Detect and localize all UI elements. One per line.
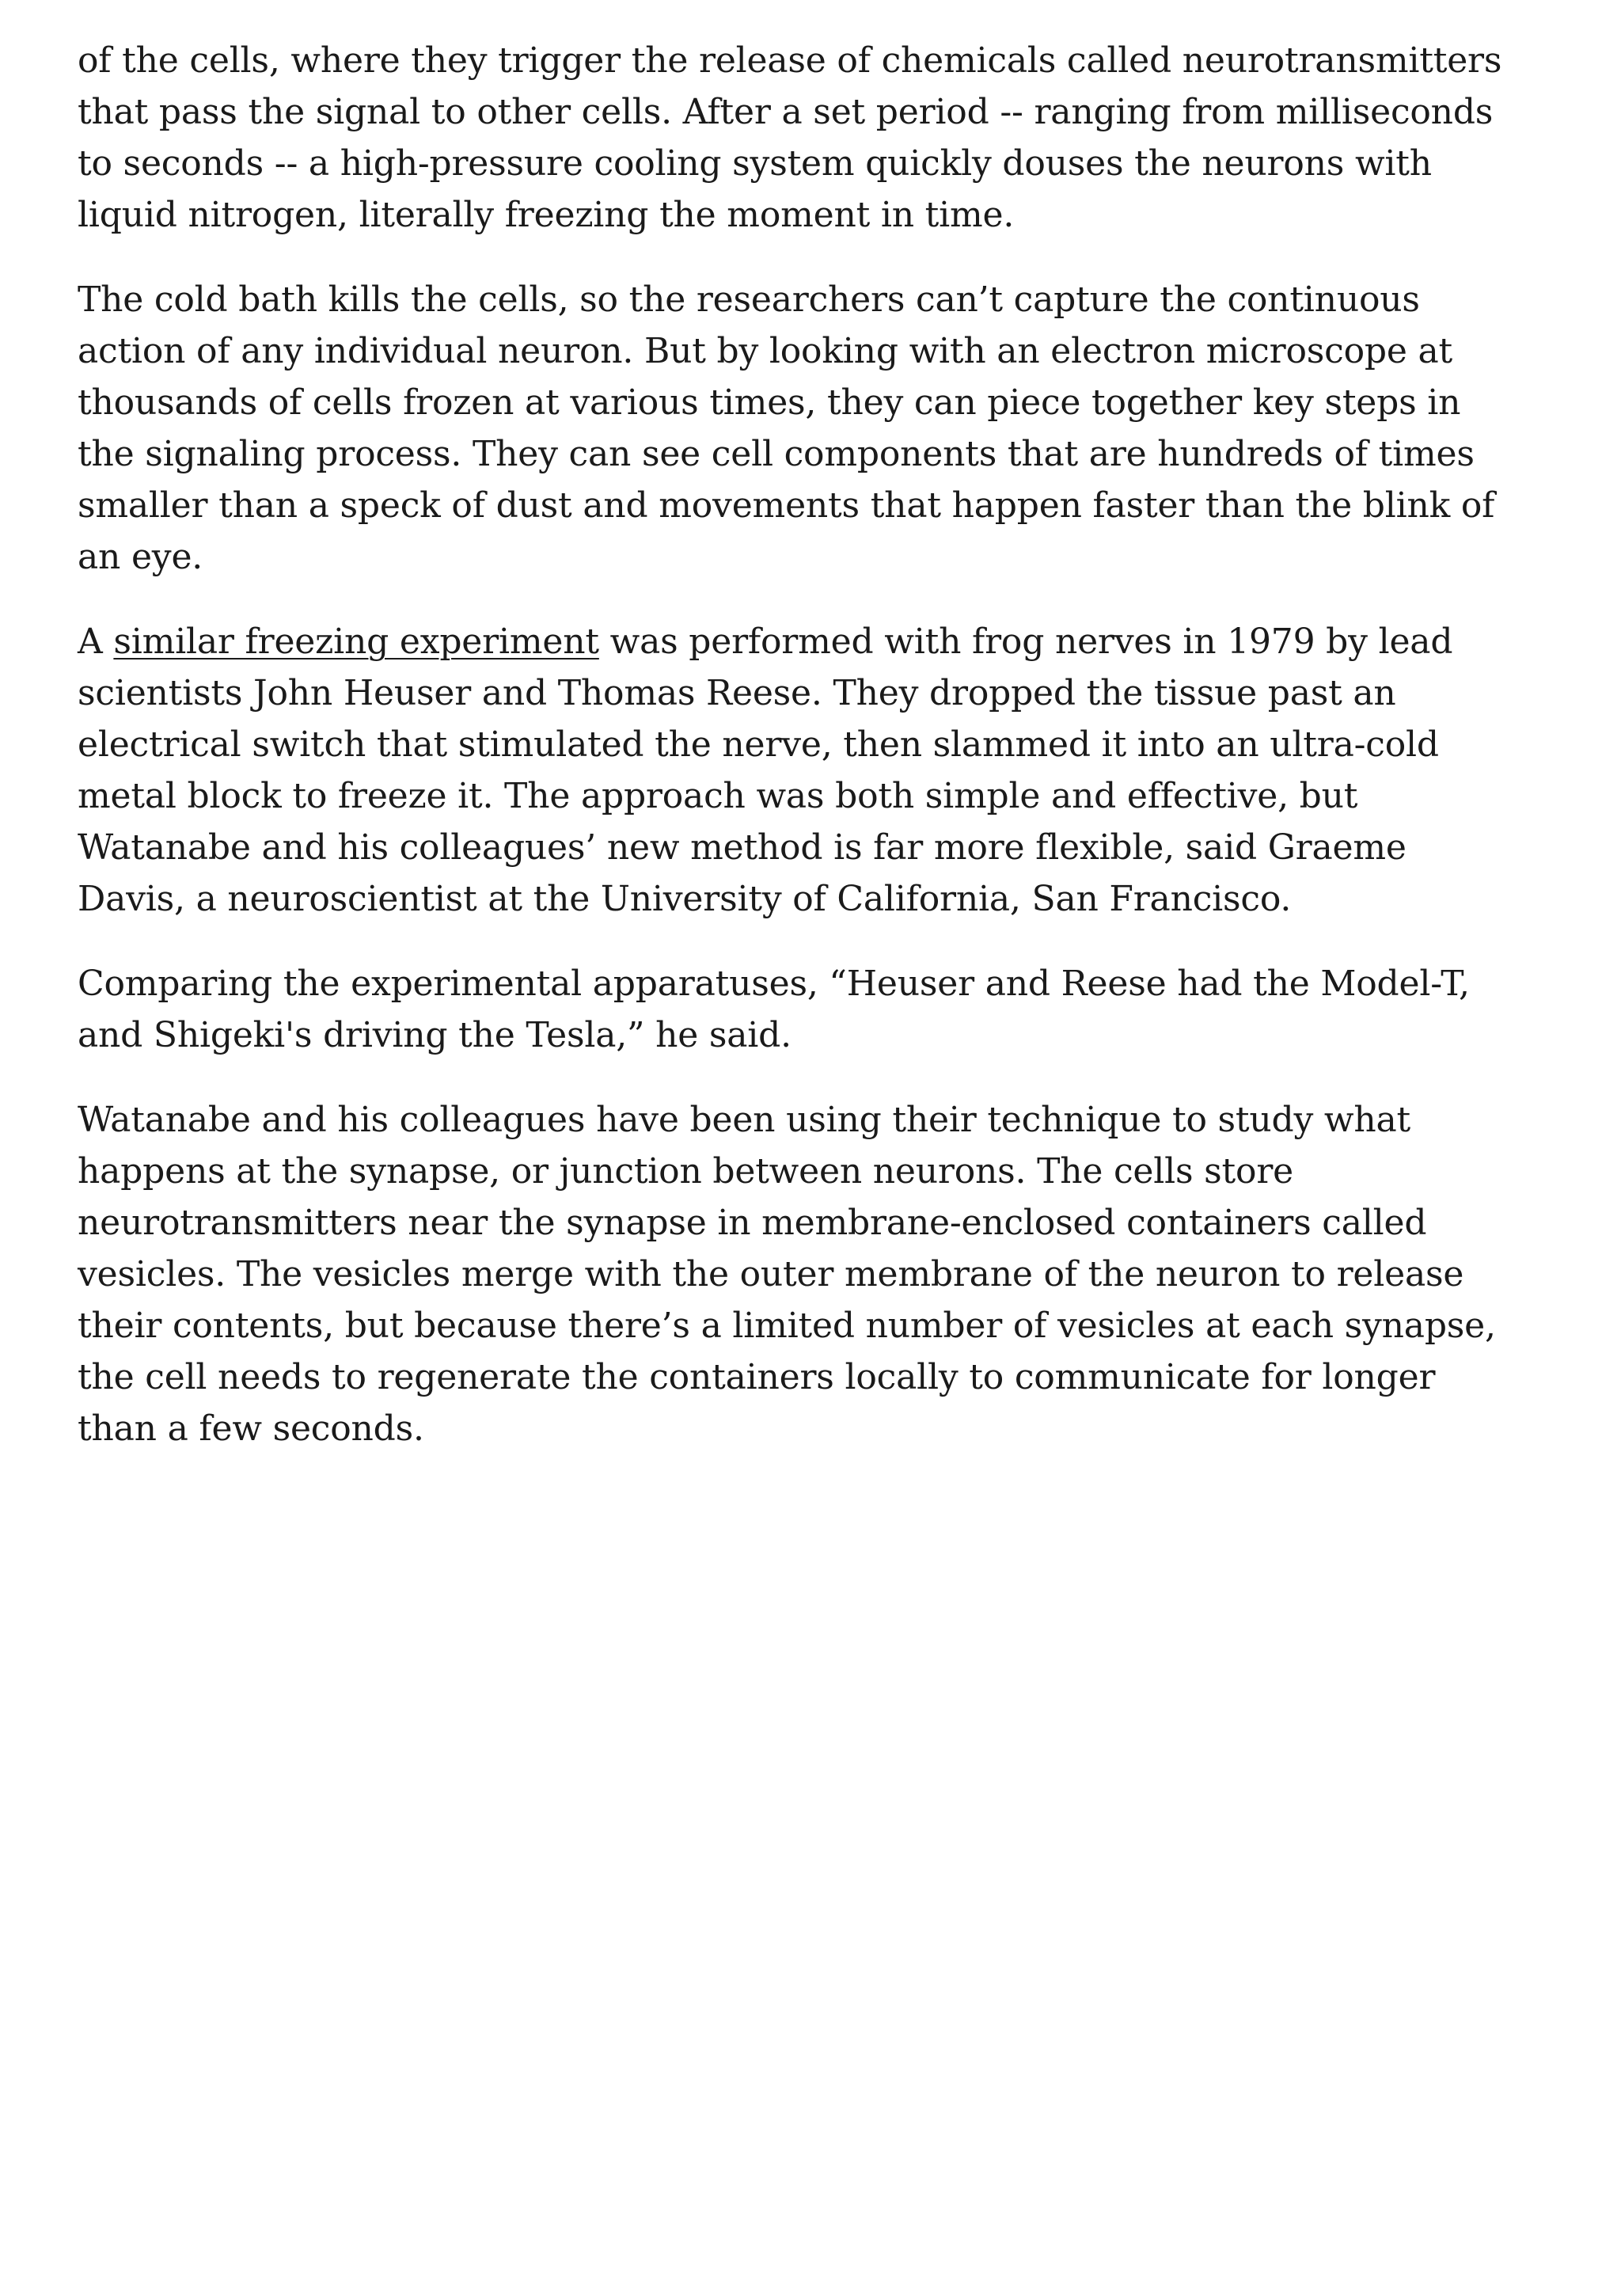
- article-body: [78, 35, 1502, 1488]
- paragraph-3: [78, 616, 1502, 925]
- paragraph-3-prefix: A: [78, 622, 114, 662]
- paragraph-5: Watanabe and his colleagues have been using their technique to study what happens at the synapse, or junction between neurons. The cells store neurotransmitters near the synapse in membrane-enclosed containers called vesicles. The vesicles merge with the outer membrane of the neuron to release their contents, but because there’s a limited number of vesicles at each synapse, the cell needs to regenerate the containers locally to communicate for longer than a few seconds.: [78, 1100, 1496, 1449]
- paragraph-3-suffix: was performed with frog nerves in 1979 by lead scientists John Heuser and Thomas Reese. They dropped the tissue past an electrical switch that stimulated the nerve, then slammed it into an ultra-cold metal block to freeze it. The approach was both simple and effective, but Watanabe and his colleagues’ new method is far more flexible, said Graeme Davis, a neuroscientist at the University of California, San Francisco.: [78, 622, 1453, 919]
- similar-freezing-experiment-link[interactable]: similar freezing experiment: [113, 622, 599, 662]
- paragraph-4: Comparing the experimental apparatuses, “Heuser and Reese had the Model-T, and Shigeki's driving the Tesla,” he said.: [78, 964, 1470, 1055]
- paragraph-2: The cold bath kills the cells, so the researchers can’t capture the continuous action of any individual neuron. But by looking with an electron microscope at thousands of cells frozen at various times, they can piece together key steps in the signaling process. They can see cell components that are hundreds of times smaller than a speck of dust and movements that happen faster than the blink of an eye.: [78, 279, 1495, 577]
- paragraph-1: of the cells, where they trigger the release of chemicals called neurotransmitters that pass the signal to other cells. After a set period -- ranging from milliseconds to seconds -- a high-pressure cooling system quickly douses the neurons with liquid nitrogen, literally freezing the moment in time.: [78, 40, 1502, 235]
